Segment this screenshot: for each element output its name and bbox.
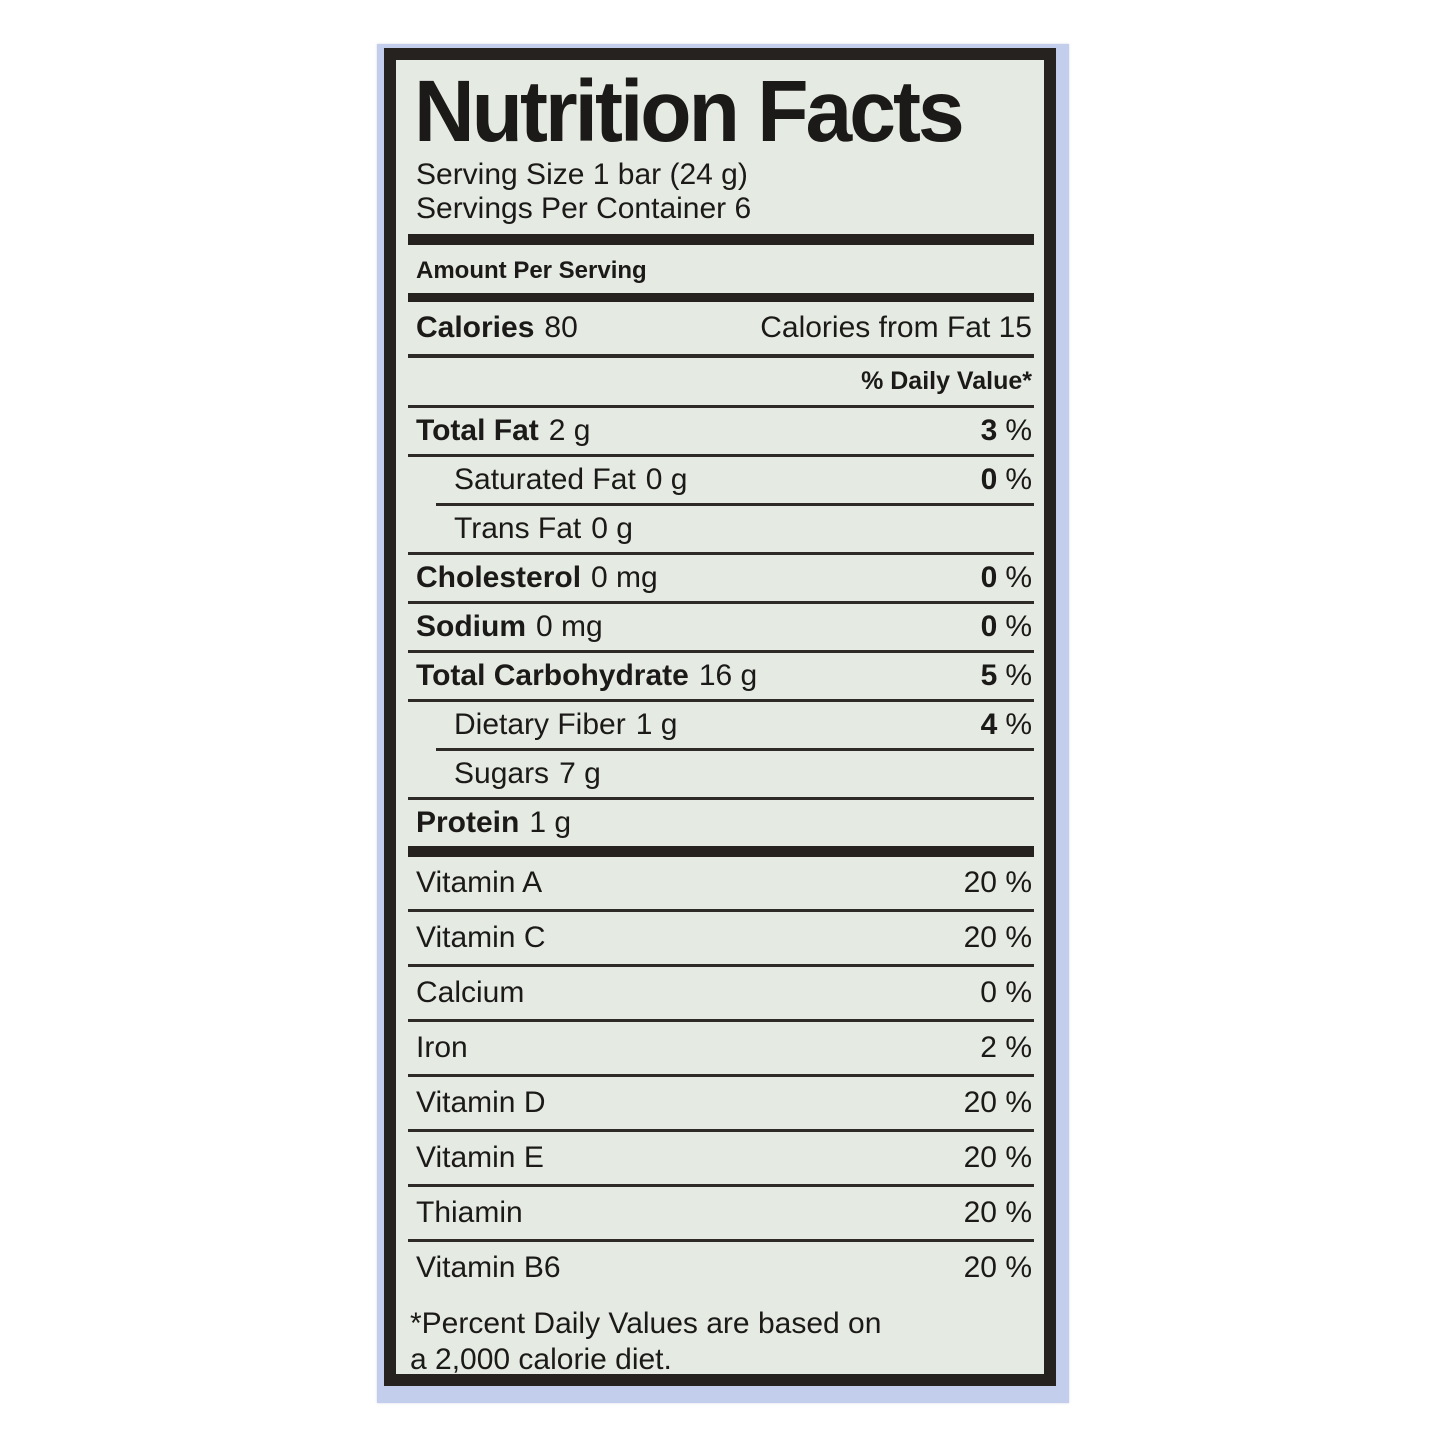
percent-sign: % (1005, 463, 1032, 496)
nutrient-daily-value (981, 563, 1032, 593)
nutrient-amount: 1 g (635, 708, 678, 741)
footnote-line-2: a 2,000 calorie diet. (410, 1343, 672, 1376)
nutrition-facts-label (384, 48, 1056, 1386)
vitamin-row (408, 1022, 1034, 1074)
vitamin-daily-value: 0 % (980, 976, 1032, 1009)
vitamin-name: Vitamin B6 (416, 1251, 561, 1284)
vitamin-row (408, 1242, 1034, 1294)
calories-label: Calories (416, 311, 535, 344)
vitamin-daily-value: 20 % (963, 1141, 1032, 1174)
nutrient-name-amount (416, 759, 601, 789)
nutrient-name: Sugars (454, 757, 550, 790)
vitamin-name: Vitamin E (416, 1141, 544, 1174)
divider-bar-under-amount (408, 293, 1034, 302)
percent-sign: % (1005, 659, 1032, 692)
daily-value-number: 3 (980, 414, 998, 447)
nutrient-name-amount (416, 416, 591, 446)
nutrient-name: Dietary Fiber (454, 708, 626, 741)
nutrient-row (408, 506, 1034, 552)
vitamin-daily-value: 20 % (963, 866, 1032, 899)
calories-left (416, 313, 578, 343)
nutrient-name: Protein (416, 806, 520, 839)
nutrient-row (408, 800, 1034, 846)
vitamin-row (408, 1077, 1034, 1129)
calories-value: 80 (544, 311, 578, 344)
nutrient-row (408, 408, 1034, 454)
nutrient-amount: 0 g (645, 463, 688, 496)
nutrient-row (408, 702, 1034, 748)
vitamin-row (408, 912, 1034, 964)
nutrient-amount: 16 g (698, 659, 758, 692)
daily-value-number: 0 (980, 561, 998, 594)
vitamin-daily-value: 20 % (963, 1086, 1032, 1119)
nutrient-daily-value (981, 710, 1032, 740)
nutrient-name: Cholesterol (416, 561, 582, 594)
calories-row (408, 302, 1034, 354)
daily-value-number: 0 (980, 463, 998, 496)
nutrient-row (408, 653, 1034, 699)
serving-size-text: Serving Size 1 bar (24 g) (416, 158, 748, 191)
divider-thick-bar-top (408, 234, 1034, 245)
vitamin-row (408, 1187, 1034, 1239)
servings-per-container-text: Servings Per Container 6 (416, 192, 752, 225)
nutrient-name: Total Fat (416, 414, 539, 447)
percent-sign: % (1005, 414, 1032, 447)
daily-value-number: 4 (980, 708, 998, 741)
nutrient-rows-section (408, 405, 1034, 846)
nutrient-amount: 0 mg (536, 610, 603, 643)
nutrient-name: Saturated Fat (454, 463, 636, 496)
nutrient-amount: 1 g (529, 806, 572, 839)
nutrient-name-amount (416, 710, 677, 740)
vitamin-daily-value: 20 % (963, 1251, 1032, 1284)
vitamin-daily-value: 20 % (963, 921, 1032, 954)
vitamin-name: Vitamin D (416, 1086, 546, 1119)
nutrient-amount: 0 g (591, 512, 633, 545)
nutrient-amount: 0 mg (591, 561, 658, 594)
nutrient-row (408, 604, 1034, 650)
vitamin-row (408, 967, 1034, 1019)
daily-value-number: 0 (980, 610, 998, 643)
daily-value-header: % Daily Value* (861, 367, 1032, 395)
vitamin-name: Calcium (416, 976, 525, 1009)
nutrient-daily-value (981, 612, 1032, 642)
nutrient-name-amount (416, 514, 633, 544)
label-card-edge (377, 44, 1069, 1403)
nutrient-name-amount (416, 808, 571, 838)
vitamin-rows-section (408, 857, 1034, 1294)
nutrient-name-amount (416, 661, 757, 691)
label-title: Nutrition Facts (414, 61, 962, 160)
amount-per-serving-heading: Amount Per Serving (416, 257, 647, 284)
vitamin-row (408, 1132, 1034, 1184)
nutrient-daily-value (981, 465, 1032, 495)
percent-sign: % (1005, 610, 1032, 643)
nutrient-daily-value (981, 416, 1032, 446)
nutrient-daily-value (981, 661, 1032, 691)
vitamin-name: Iron (416, 1031, 468, 1064)
nutrient-name: Total Carbohydrate (416, 659, 689, 692)
vitamin-row (408, 857, 1034, 909)
vitamin-daily-value: 2 % (980, 1031, 1032, 1064)
nutrient-name-amount (416, 465, 688, 495)
vitamin-name: Thiamin (416, 1196, 523, 1229)
nutrient-amount: 7 g (559, 757, 601, 790)
percent-sign: % (1005, 561, 1032, 594)
daily-value-number: 5 (980, 659, 998, 692)
vitamin-name: Vitamin C (416, 921, 546, 954)
percent-sign: % (1005, 708, 1032, 741)
nutrient-name-amount (416, 563, 658, 593)
nutrient-name-amount (416, 612, 603, 642)
footnote (408, 1294, 1034, 1378)
nutrient-row (408, 555, 1034, 601)
nutrient-name: Trans Fat (454, 512, 582, 545)
footnote-line-1: *Percent Daily Values are based on (410, 1307, 882, 1340)
calories-from-fat: Calories from Fat 15 (760, 311, 1032, 344)
nutrient-row (408, 457, 1034, 503)
vitamin-name: Vitamin A (416, 866, 543, 899)
nutrient-row (408, 751, 1034, 797)
nutrient-amount: 2 g (548, 414, 591, 447)
vitamin-daily-value: 20 % (963, 1196, 1032, 1229)
nutrient-name: Sodium (416, 610, 526, 643)
divider-thick-bar-vitamins (408, 846, 1034, 857)
